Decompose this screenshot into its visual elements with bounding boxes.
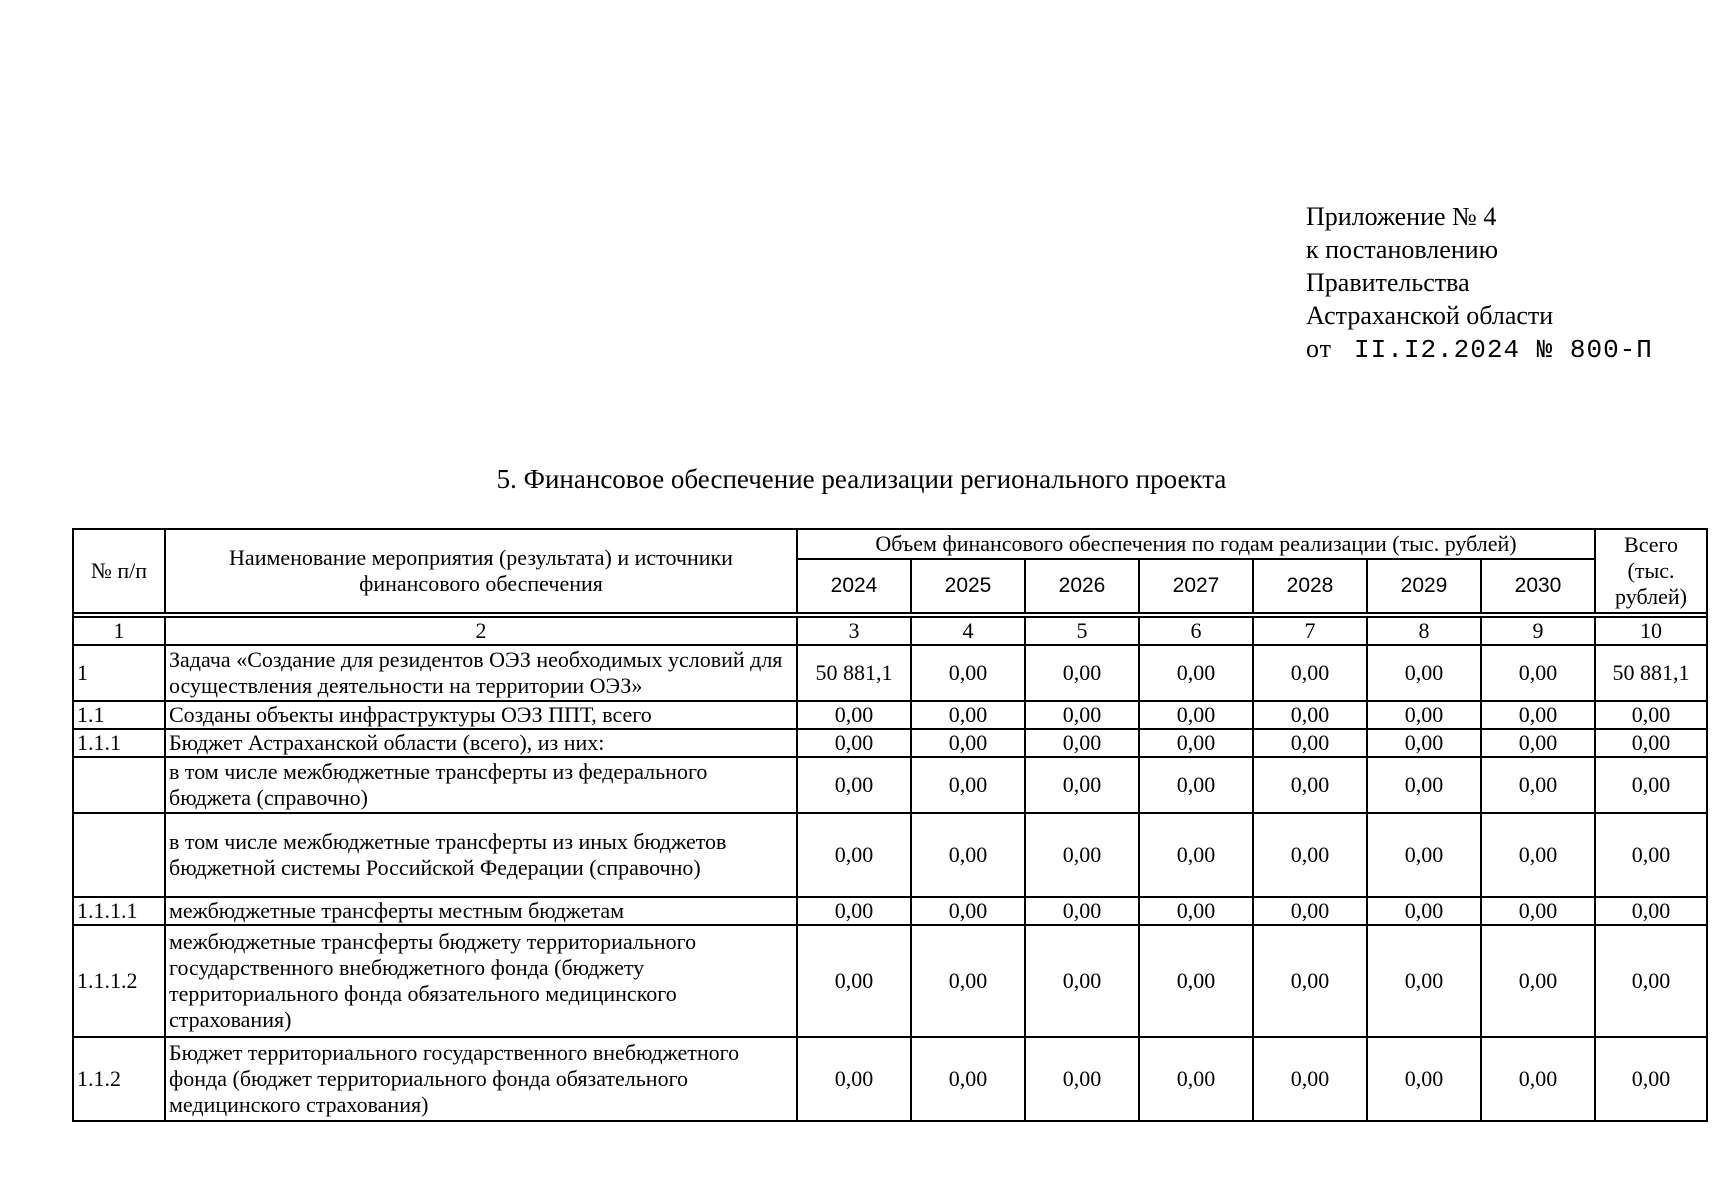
row-value: 0,00 <box>1481 645 1595 701</box>
row-value: 0,00 <box>1253 1037 1367 1121</box>
row-value: 0,00 <box>1025 897 1139 925</box>
row-name: в том числе межбюджетные трансферты из иных бюджетов бюджетной системы Российской Федерации (справочно) <box>165 813 797 897</box>
table-row <box>73 701 1707 729</box>
row-value: 0,00 <box>1253 757 1367 813</box>
row-value: 0,00 <box>1481 757 1595 813</box>
row-value: 0,00 <box>797 701 911 729</box>
appendix-block <box>1306 200 1653 367</box>
row-value: 0,00 <box>1253 701 1367 729</box>
row-value: 0,00 <box>1253 813 1367 897</box>
row-value: 0,00 <box>1025 701 1139 729</box>
row-value: 0,00 <box>1367 645 1481 701</box>
row-value: 0,00 <box>1253 645 1367 701</box>
row-value: 0,00 <box>1253 729 1367 757</box>
row-name: Бюджет Астраханской области (всего), из них: <box>165 729 797 757</box>
row-value: 0,00 <box>1367 925 1481 1037</box>
row-value: 0,00 <box>911 701 1025 729</box>
col-number: 4 <box>911 617 1025 645</box>
row-total: 0,00 <box>1595 925 1707 1037</box>
row-value: 0,00 <box>1481 813 1595 897</box>
row-value: 0,00 <box>1367 813 1481 897</box>
row-value: 0,00 <box>797 757 911 813</box>
header-year: 2024 <box>797 559 911 613</box>
row-name: межбюджетные трансферты бюджету территориального государственного внебюджетного фонда (бюджету территориального фонда обязательного медицинского страхования) <box>165 925 797 1037</box>
appendix-date-prefix: от <box>1306 334 1333 363</box>
table-row <box>73 925 1707 1037</box>
row-value: 0,00 <box>1481 729 1595 757</box>
row-value: 0,00 <box>1481 925 1595 1037</box>
row-value: 0,00 <box>911 925 1025 1037</box>
row-name: в том числе межбюджетные трансферты из федерального бюджета (справочно) <box>165 757 797 813</box>
appendix-date-line <box>1306 332 1653 367</box>
appendix-line: Приложение № 4 <box>1306 202 1497 231</box>
header-year: 2028 <box>1253 559 1367 613</box>
col-number: 5 <box>1025 617 1139 645</box>
row-value: 0,00 <box>1139 813 1253 897</box>
row-total: 0,00 <box>1595 897 1707 925</box>
col-number: 9 <box>1481 617 1595 645</box>
row-value: 0,00 <box>1139 897 1253 925</box>
row-value: 0,00 <box>1481 897 1595 925</box>
row-value: 0,00 <box>1481 701 1595 729</box>
row-value: 0,00 <box>797 925 911 1037</box>
row-code: 1.1.2 <box>73 1037 165 1121</box>
table-row <box>73 897 1707 925</box>
row-name: Задача «Создание для резидентов ОЭЗ необходимых условий для осуществления деятельности на территории ОЭЗ» <box>165 645 797 701</box>
row-value: 0,00 <box>797 729 911 757</box>
row-total: 0,00 <box>1595 701 1707 729</box>
row-value: 0,00 <box>1253 897 1367 925</box>
row-total: 0,00 <box>1595 1037 1707 1121</box>
appendix-date-number: II.I2.2024 № 800-П <box>1354 335 1653 365</box>
table-row <box>73 729 1707 757</box>
row-value: 0,00 <box>1367 897 1481 925</box>
row-value: 0,00 <box>1139 701 1253 729</box>
row-value: 0,00 <box>1367 757 1481 813</box>
row-value: 0,00 <box>911 1037 1025 1121</box>
row-value: 0,00 <box>1253 925 1367 1037</box>
table-row <box>73 645 1707 701</box>
row-value: 0,00 <box>1025 729 1139 757</box>
col-number: 8 <box>1367 617 1481 645</box>
row-value: 0,00 <box>1367 729 1481 757</box>
row-total: 0,00 <box>1595 813 1707 897</box>
row-value: 0,00 <box>1367 701 1481 729</box>
row-value: 0,00 <box>1139 925 1253 1037</box>
row-name: Созданы объекты инфраструктуры ОЭЗ ППТ, всего <box>165 701 797 729</box>
row-name: Бюджет территориального государственного внебюджетного фонда (бюджет территориального фонда обязательного медицинского страхования) <box>165 1037 797 1121</box>
header-year: 2029 <box>1367 559 1481 613</box>
col-number: 7 <box>1253 617 1367 645</box>
financing-table <box>72 528 1708 1122</box>
appendix-line: Астраханской области <box>1306 301 1554 330</box>
row-value: 0,00 <box>1139 757 1253 813</box>
header-year: 2026 <box>1025 559 1139 613</box>
header-year: 2025 <box>911 559 1025 613</box>
row-code: 1.1 <box>73 701 165 729</box>
appendix-line: к постановлению <box>1306 235 1499 264</box>
row-code: 1.1.1.2 <box>73 925 165 1037</box>
appendix-line: Правительства <box>1306 268 1470 297</box>
row-value: 0,00 <box>1025 757 1139 813</box>
row-value: 0,00 <box>1139 729 1253 757</box>
header-name: Наименование мероприятия (результата) и источники финансового обеспечения <box>165 529 797 613</box>
document-title: 5. Финансовое обеспечение реализации регионального проекта <box>496 464 1227 494</box>
table-row <box>73 813 1707 897</box>
col-number: 10 <box>1595 617 1707 645</box>
row-value: 0,00 <box>1139 1037 1253 1121</box>
table-row <box>73 757 1707 813</box>
row-value: 0,00 <box>1025 925 1139 1037</box>
row-code: 1 <box>73 645 165 701</box>
row-code: 1.1.1 <box>73 729 165 757</box>
row-value: 0,00 <box>911 729 1025 757</box>
row-value: 0,00 <box>1367 1037 1481 1121</box>
col-number: 6 <box>1139 617 1253 645</box>
row-value: 0,00 <box>911 897 1025 925</box>
row-value: 0,00 <box>1025 813 1139 897</box>
table-row <box>73 1037 1707 1121</box>
row-value: 0,00 <box>1025 1037 1139 1121</box>
row-total: 50 881,1 <box>1595 645 1707 701</box>
row-value: 0,00 <box>1481 1037 1595 1121</box>
row-total: 0,00 <box>1595 729 1707 757</box>
header-year: 2030 <box>1481 559 1595 613</box>
row-value: 0,00 <box>1139 645 1253 701</box>
row-value: 0,00 <box>797 813 911 897</box>
row-value: 0,00 <box>911 757 1025 813</box>
row-value: 0,00 <box>797 897 911 925</box>
row-total: 0,00 <box>1595 757 1707 813</box>
col-number: 3 <box>797 617 911 645</box>
row-value: 0,00 <box>797 1037 911 1121</box>
col-number: 2 <box>165 617 797 645</box>
row-name: межбюджетные трансферты местным бюджетам <box>165 897 797 925</box>
header-year: 2027 <box>1139 559 1253 613</box>
col-number: 1 <box>73 617 165 645</box>
row-value: 0,00 <box>1025 645 1139 701</box>
row-value: 0,00 <box>911 813 1025 897</box>
header-volume: Объем финансового обеспечения по годам реализации (тыс. рублей) <box>797 529 1595 559</box>
row-code <box>73 757 165 813</box>
row-code: 1.1.1.1 <box>73 897 165 925</box>
row-code <box>73 813 165 897</box>
header-num: № п/п <box>73 529 165 613</box>
row-value: 0,00 <box>911 645 1025 701</box>
header-total: Всего (тыс. рублей) <box>1595 529 1707 613</box>
row-value: 50 881,1 <box>797 645 911 701</box>
